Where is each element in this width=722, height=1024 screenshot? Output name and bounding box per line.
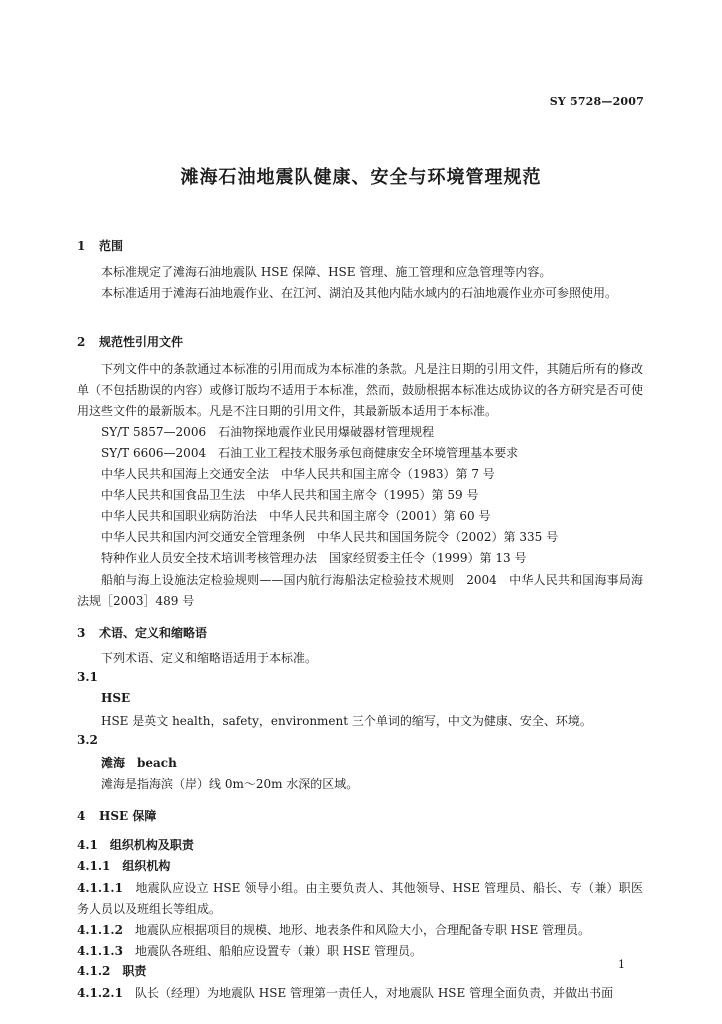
clause-text: 队长（经理）为地震队 HSE 管理第一责任人，对地震队 HSE 管理全面负责，并做出书面 bbox=[134, 986, 614, 1000]
section-number: 1 bbox=[77, 239, 86, 253]
clause-number: 4.1.1.3 bbox=[77, 944, 123, 958]
subsection-heading: 4.1.2 职责 bbox=[77, 964, 147, 978]
clause bbox=[77, 983, 643, 1004]
reference-item: 特种作业人员安全技术培训考核管理办法 国家经贸委主任令（1999）第 13 号 bbox=[101, 551, 527, 565]
clause bbox=[77, 941, 643, 962]
section-title: 范围 bbox=[99, 239, 124, 253]
term-definition: HSE 是英文 health，safety，environment 三个单词的缩写，中文为健康、安全、环境。 bbox=[101, 714, 592, 728]
section-title: HSE 保障 bbox=[99, 809, 157, 823]
paragraph: 下列文件中的条款通过本标准的引用而成为本标准的条款。凡是注日期的引用文件，其随后所有的修改单（不包括勘误的内容）或修订版均不适用于本标准，然而，鼓励根据本标准达成协议的各方研究是否可使用这些文件的最新版本。凡是不注日期的引用文件，其最新版本适用于本标准。 bbox=[77, 362, 643, 418]
section-3-heading bbox=[77, 624, 207, 641]
section-title: 术语、定义和缩略语 bbox=[99, 626, 208, 640]
clause-text: 地震队各班组、船舶应设置专（兼）职 HSE 管理员。 bbox=[134, 944, 423, 958]
paragraph: 本标准适用于滩海石油地震作业、在江河、湖泊及其他内陆水域内的石油地震作业亦可参照使用。 bbox=[101, 286, 618, 300]
term-definition: 滩海是指海滨（岸）线 0m～20m 水深的区域。 bbox=[101, 777, 359, 791]
reference-item: SY/T 5857—2006 石油物探地震作业民用爆破器材管理规程 bbox=[101, 425, 435, 439]
doc-code: SY 5728—2007 bbox=[549, 95, 644, 108]
section-1-heading bbox=[77, 237, 123, 254]
clause-text: 地震队应设立 HSE 领导小组。由主要负责人、其他领导、HSE 管理员、船长、专（兼）职医务人员以及班组长等组成。 bbox=[77, 881, 643, 916]
page-number: 1 bbox=[618, 958, 625, 971]
section-title: 规范性引用文件 bbox=[99, 335, 184, 349]
reference-item: 船舶与海上设施法定检验规则——国内航行海船法定检验技术规则 2004 中华人民共和国海事局海法规［2003］489 号 bbox=[77, 573, 643, 608]
term-name: HSE bbox=[101, 691, 131, 705]
term-name: 滩海 beach bbox=[101, 756, 177, 770]
clause-number: 4.1.1.2 bbox=[77, 923, 123, 937]
section-2-heading bbox=[77, 333, 183, 350]
clause-text: 地震队应根据项目的规模、地形、地表条件和风险大小，合理配备专职 HSE 管理员。 bbox=[134, 923, 591, 937]
reference-item: 中华人民共和国内河交通安全管理条例 中华人民共和国国务院令（2002）第 335 号 bbox=[101, 530, 559, 544]
term-number: 3.2 bbox=[77, 733, 98, 747]
section-number: 3 bbox=[77, 626, 86, 640]
paragraph: 下列术语、定义和缩略语适用于本标准。 bbox=[101, 651, 318, 665]
document-title: 滩海石油地震队健康、安全与环境管理规范 bbox=[180, 167, 542, 188]
reference-item: 中华人民共和国职业病防治法 中华人民共和国主席令（2001）第 60 号 bbox=[101, 509, 491, 523]
paragraph: 本标准规定了滩海石油地震队 HSE 保障、HSE 管理、施工管理和应急管理等内容。 bbox=[101, 265, 552, 279]
reference-item: 中华人民共和国食品卫生法 中华人民共和国主席令（1995）第 59 号 bbox=[101, 488, 479, 502]
clause bbox=[77, 878, 643, 920]
clause-number: 4.1.1.1 bbox=[77, 881, 123, 895]
clause-number: 4.1.2.1 bbox=[77, 986, 123, 1000]
clause bbox=[77, 920, 643, 941]
term-number: 3.1 bbox=[77, 670, 98, 684]
reference-item: 中华人民共和国海上交通安全法 中华人民共和国主席令（1983）第 7 号 bbox=[101, 467, 495, 481]
reference-item: SY/T 6606—2004 石油工业工程技术服务承包商健康安全环境管理基本要求 bbox=[101, 446, 519, 460]
section-number: 2 bbox=[77, 335, 86, 349]
subsection-heading: 4.1 组织机构及职责 bbox=[77, 838, 194, 852]
section-4-heading bbox=[77, 807, 156, 824]
section-number: 4 bbox=[77, 809, 86, 823]
subsection-heading: 4.1.1 组织机构 bbox=[77, 859, 171, 873]
